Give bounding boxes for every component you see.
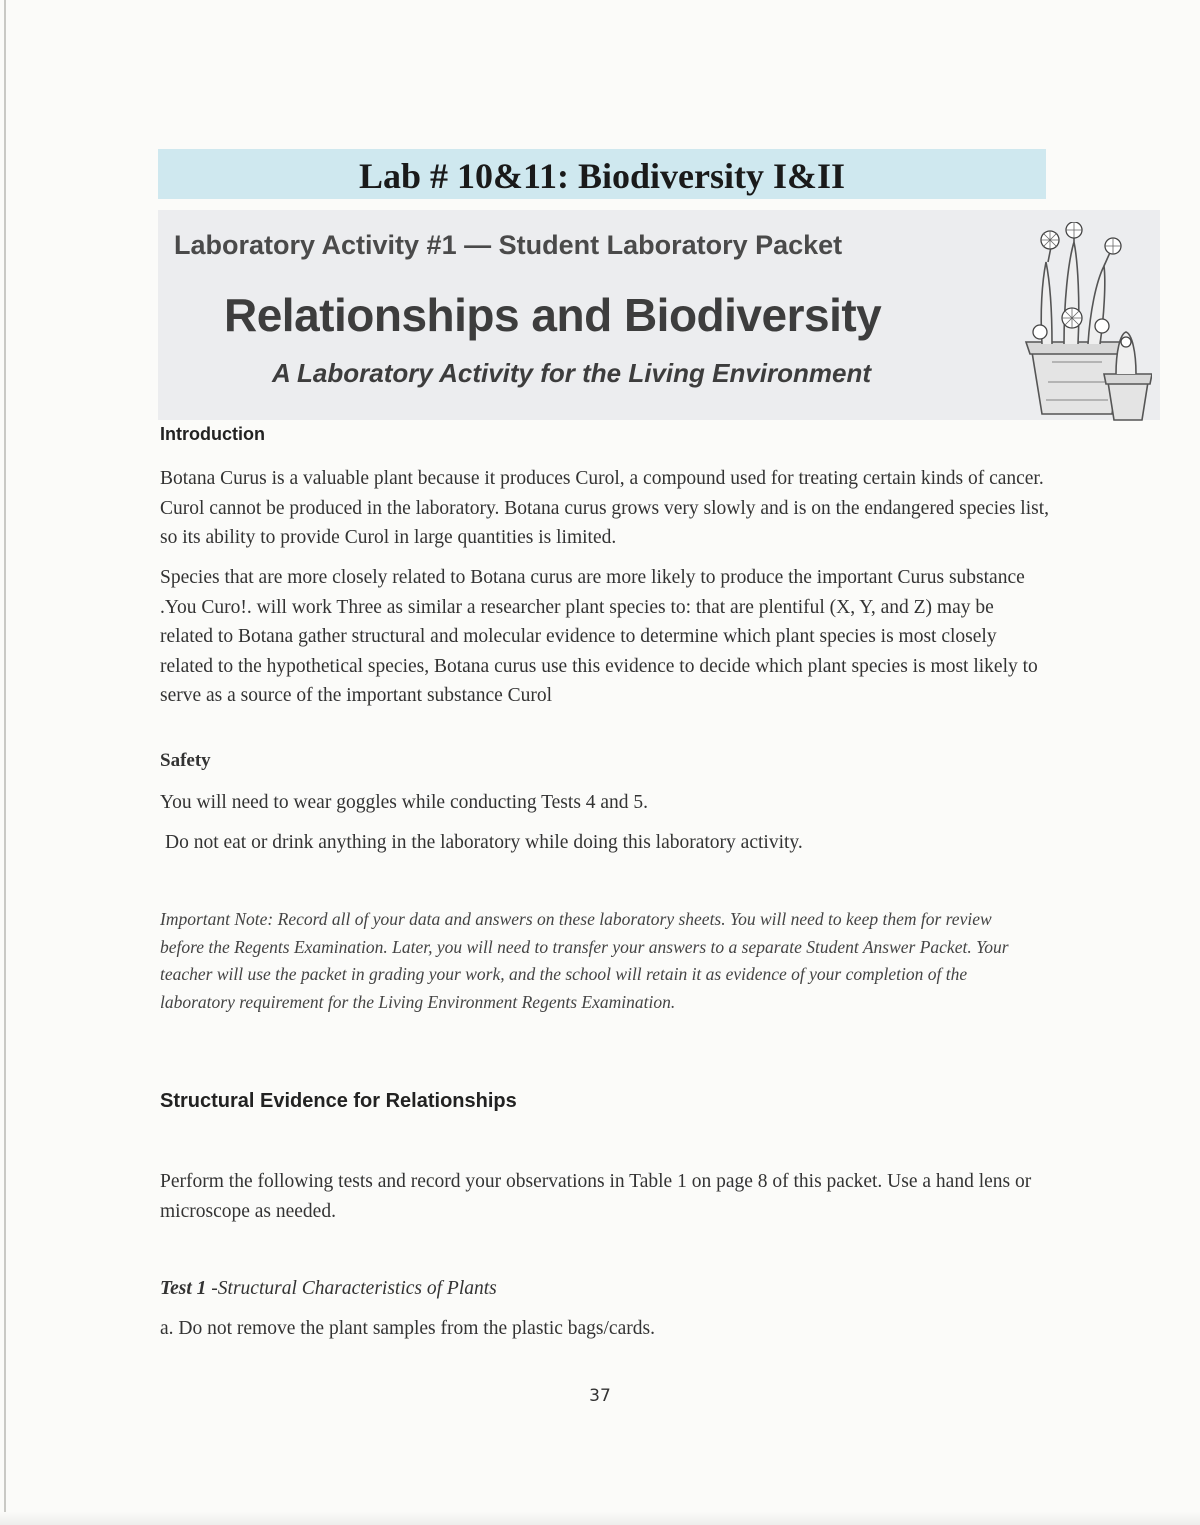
test-1-step-a: a. Do not remove the plant samples from the plastic bags/cards.	[160, 1318, 655, 1339]
lab-banner	[158, 149, 1046, 199]
safety-heading: Safety	[160, 750, 211, 771]
test-title: -Structural Characteristics of Plants	[206, 1278, 497, 1299]
page-edge	[4, 0, 6, 1525]
activity-header	[158, 210, 1160, 420]
scan-edge	[0, 1512, 1200, 1525]
safety-line-2: Do not eat or drink anything in the laboratory while doing this laboratory activity.	[165, 832, 803, 853]
page-number: 37	[589, 1386, 611, 1406]
main-title: Relationships and Biodiversity	[224, 289, 882, 341]
test-label: Test 1	[160, 1278, 207, 1299]
subtitle: A Laboratory Activity for the Living Environment	[272, 358, 872, 388]
structural-heading: Structural Evidence for Relationships	[160, 1090, 517, 1112]
intro-paragraph-1: Botana Curus is a valuable plant because it produces Curol, a compound used for treating certain kinds of cancer. Curol cannot be produced in the laboratory. Botana curus grows very slowly and is on the endangered species list, so its ability to provide Curol in large quantities is limited.	[160, 468, 1050, 548]
test-1-heading	[160, 1274, 1050, 1304]
intro-paragraph-2: Species that are more closely related to Botana curus are more likely to produce the important Curus substance .You Curo!. will work Three as similar a researcher plant species to: that are plentiful (X, Y, and Z) may be related to Botana gather structural and molecular evidence to determine which plant species is most closely related to the hypothetical species, Botana curus use this evidence to decide which plant species is most likely to serve as a source of the important substance Curol	[160, 567, 1038, 706]
important-note: Important Note: Record all of your data and answers on these laboratory sheets. You will need to keep them for review before the Regents Examination. Later, you will need to transfer your answers to a separate Student Answer Packet. Your teacher will use the packet in grading your work, and the school will retain it as evidence of your completion of the laboratory requirement for the Living Environment Regents Examination.	[160, 909, 1009, 1012]
potted-cactus-plants-icon	[1012, 222, 1152, 422]
activity-title: Laboratory Activity #1 — Student Laboratory Packet	[174, 230, 843, 260]
lab-title: Lab # 10&11: Biodiversity I&II	[358, 156, 846, 196]
introduction-heading: Introduction	[160, 424, 265, 444]
structural-instructions: Perform the following tests and record your observations in Table 1 on page 8 of this packet. Use a hand lens or microscope as needed.	[160, 1171, 1032, 1222]
safety-line-1: You will need to wear goggles while conducting Tests 4 and 5.	[160, 792, 649, 813]
